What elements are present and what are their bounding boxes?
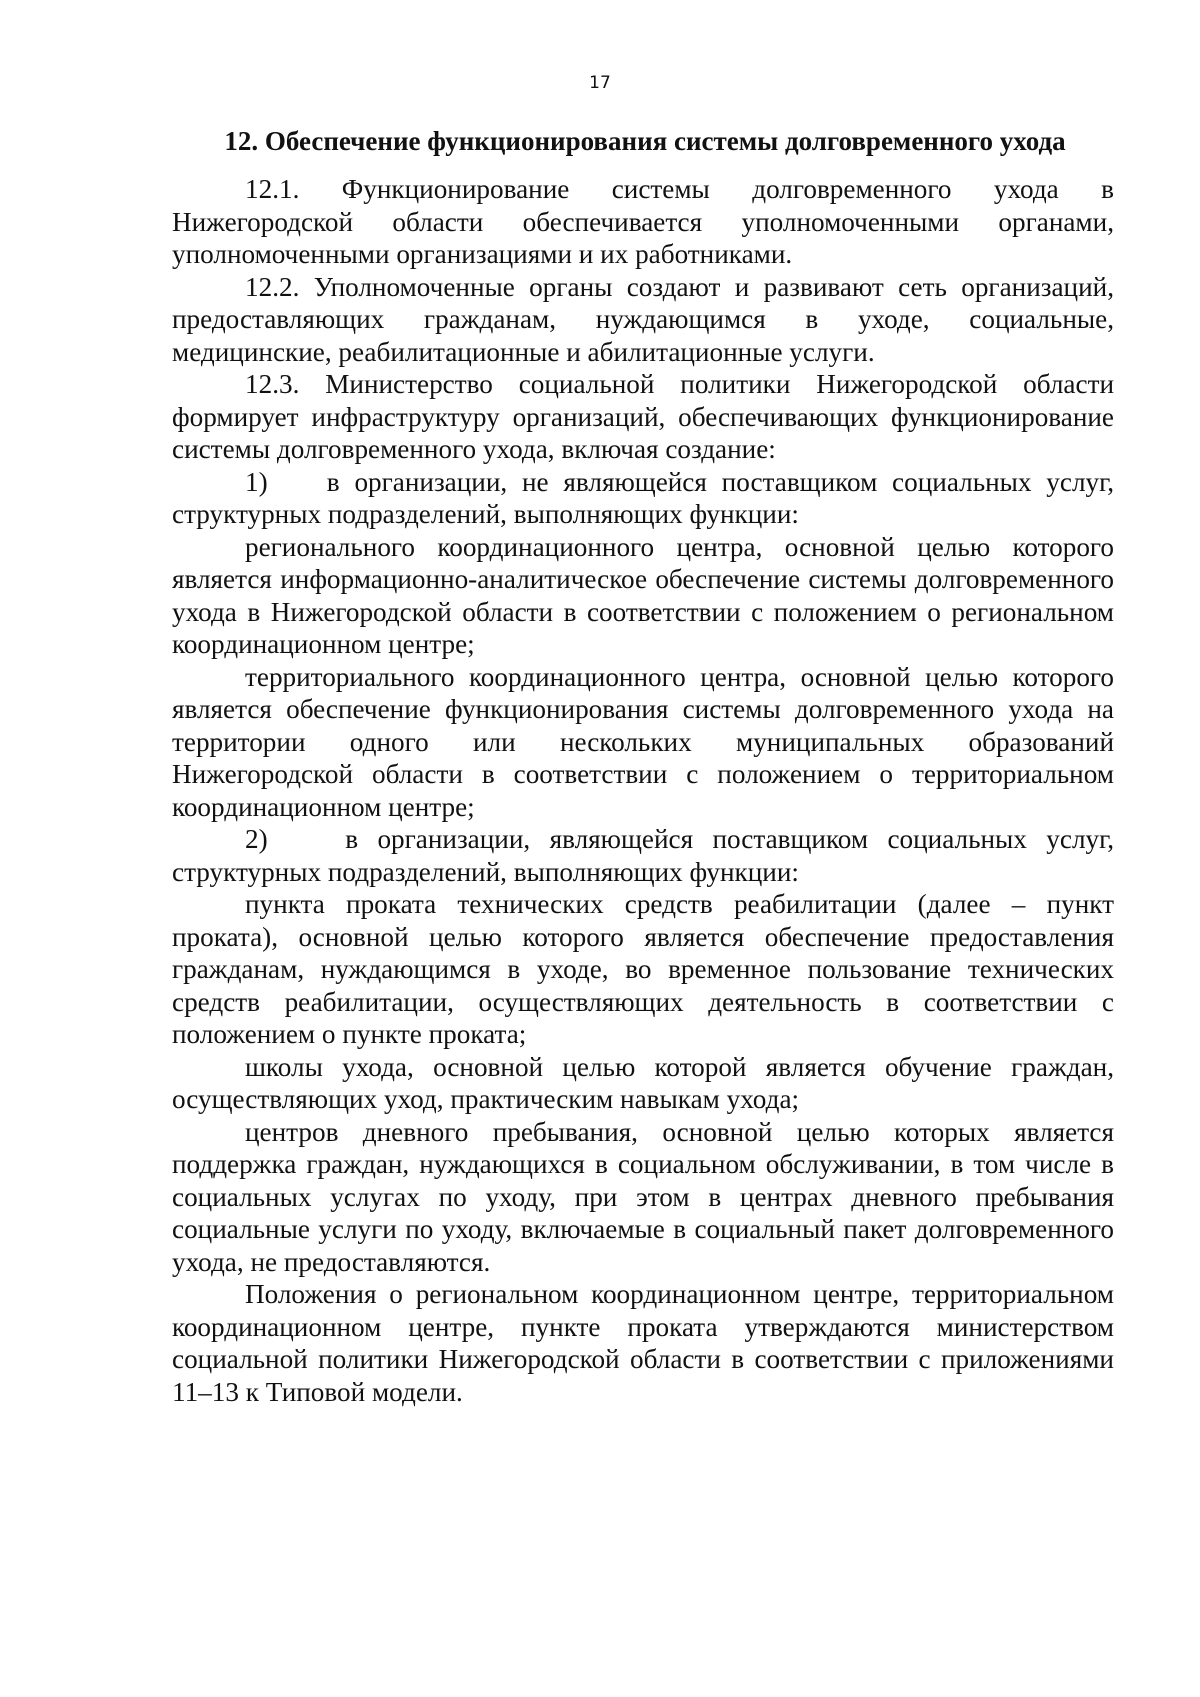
paragraph-regional-center: регионального координационного центра, основной целью которого является информационно-аналитическое обеспечение системы долговременного ухода в Нижегородской области в соответствии с положением о региональном координационном центре; (172, 531, 1114, 659)
page-number: 17 (589, 73, 611, 93)
list-item-1: 1) в организации, не являющейся поставщиком социальных услуг, структурных подразделений, выполняющих функции: (172, 466, 1121, 529)
paragraph-12-2: 12.2. Уполномоченные органы создают и развивают сеть организаций, предоставляющих гражданам, нуждающимся в уходе, социальные, медицинские, реабилитационные и абилитационные услуги. (172, 271, 1114, 367)
document-body (172, 173, 1121, 1408)
paragraph-territorial-center: территориального координационного центра, основной целью которого является обеспечение функционирования системы долговременного ухода на территории одного или нескольких муниципальных образований Нижегородской области в соответствии с положением о территориальном координационном центре; (172, 661, 1114, 822)
paragraph-care-school: школы ухода, основной целью которой является обучение граждан, осуществляющих уход, практическим навыкам ухода; (172, 1051, 1114, 1114)
paragraph-regulations: Положения о региональном координационном центре, территориальном координационном центре, пункте проката утверждаются министерством социальной политики Нижегородской области в соответствии с приложениями 11–13 к Типовой модели. (172, 1279, 1114, 1407)
paragraph-12-1: 12.1. Функционирование системы долговременного ухода в Нижегородской области обеспечивается уполномоченными органами, уполномоченными организациями и их работниками. (172, 174, 1114, 269)
paragraph-12-3: 12.3. Министерство социальной политики Нижегородской области формирует инфраструктуру организаций, обеспечивающих функционирование системы долговременного ухода, включая создание: (172, 369, 1114, 464)
section-heading: 12. Обеспечение функционирования системы долговременного ухода (224, 126, 1066, 156)
paragraph-day-centers: центров дневного пребывания, основной целью которых является поддержка граждан, нуждающихся в социальном обслуживании, в том числе в социальных услугах по уходу, при этом в центрах дневного пребывания социальные услуги по уходу, включаемые в социальный пакет долговременного ухода, не предоставляются. (172, 1116, 1114, 1277)
list-item-2: 2) в организации, являющейся поставщиком социальных услуг, структурных подразделений, выполняющих функции: (172, 824, 1121, 887)
paragraph-rental-point: пункта проката технических средств реабилитации (далее – пункт проката), основной целью которого является обеспечение предоставления гражданам, нуждающимся в уходе, во временное пользование технических средств реабилитации, осуществляющих деятельность в соответствии с положением о пункте проката; (172, 889, 1114, 1049)
